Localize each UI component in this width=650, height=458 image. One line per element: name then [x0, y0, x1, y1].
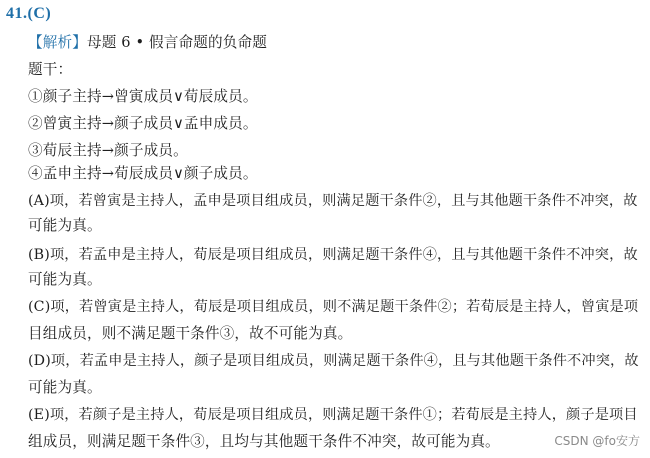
- option-b-line-2: 可能为真。: [28, 271, 102, 288]
- option-a-line-1: (A)项，若曾寅是主持人，孟申是项目组成员，则满足题干条件②，且与其他题干条件不冲突，故: [28, 193, 638, 209]
- option-d-line-2: 可能为真。: [28, 379, 102, 396]
- question-number-label: 41.: [6, 5, 28, 22]
- analysis-heading-text: 母题 6 • 假言命题的负命题: [86, 34, 267, 51]
- question-number: [6, 5, 51, 23]
- option-d-line-1: (D)项，若孟申是主持人，颜子是项目组成员，则满足题干条件④，且与其他题干条件不冲突，故: [28, 353, 639, 369]
- question-answer: (C): [27, 5, 52, 22]
- option-a-line-2: 可能为真。: [28, 217, 102, 234]
- premise-4: ④孟申主持→荀辰成员∨颜子成员。: [28, 165, 258, 182]
- option-e-line-1: (E)项，若颜子是主持人，荀辰是项目组成员，则满足题干条件①；若荀辰是主持人，颜子是项目: [28, 407, 638, 423]
- analysis-heading: [28, 33, 267, 53]
- option-e-line-2: 组成员，则满足题干条件③，且均与其他题干条件不冲突，故可能为真。: [28, 433, 500, 450]
- option-b-line-1: (B)项，若孟申是主持人，荀辰是项目组成员，则满足题干条件④，且与其他题干条件不冲突，故: [28, 247, 638, 263]
- analysis-tag: 【解析】: [28, 34, 87, 51]
- premise-label: 题干：: [28, 61, 73, 78]
- premise-2: ②曾寅主持→颜子成员∨孟申成员。: [28, 115, 258, 132]
- premise-3: ③荀辰主持→颜子成员。: [28, 142, 188, 159]
- option-c-line-1: (C)项，若曾寅是主持人，荀辰是项目组成员，则不满足题干条件②；若荀辰是主持人，曾寅是项: [28, 299, 639, 315]
- premise-1: ①颜子主持→曾寅成员∨荀辰成员。: [28, 88, 258, 105]
- option-c-line-2: 目组成员，则不满足题干条件③，故不可能为真。: [28, 325, 353, 342]
- watermark: CSDN @fo安方: [554, 434, 640, 448]
